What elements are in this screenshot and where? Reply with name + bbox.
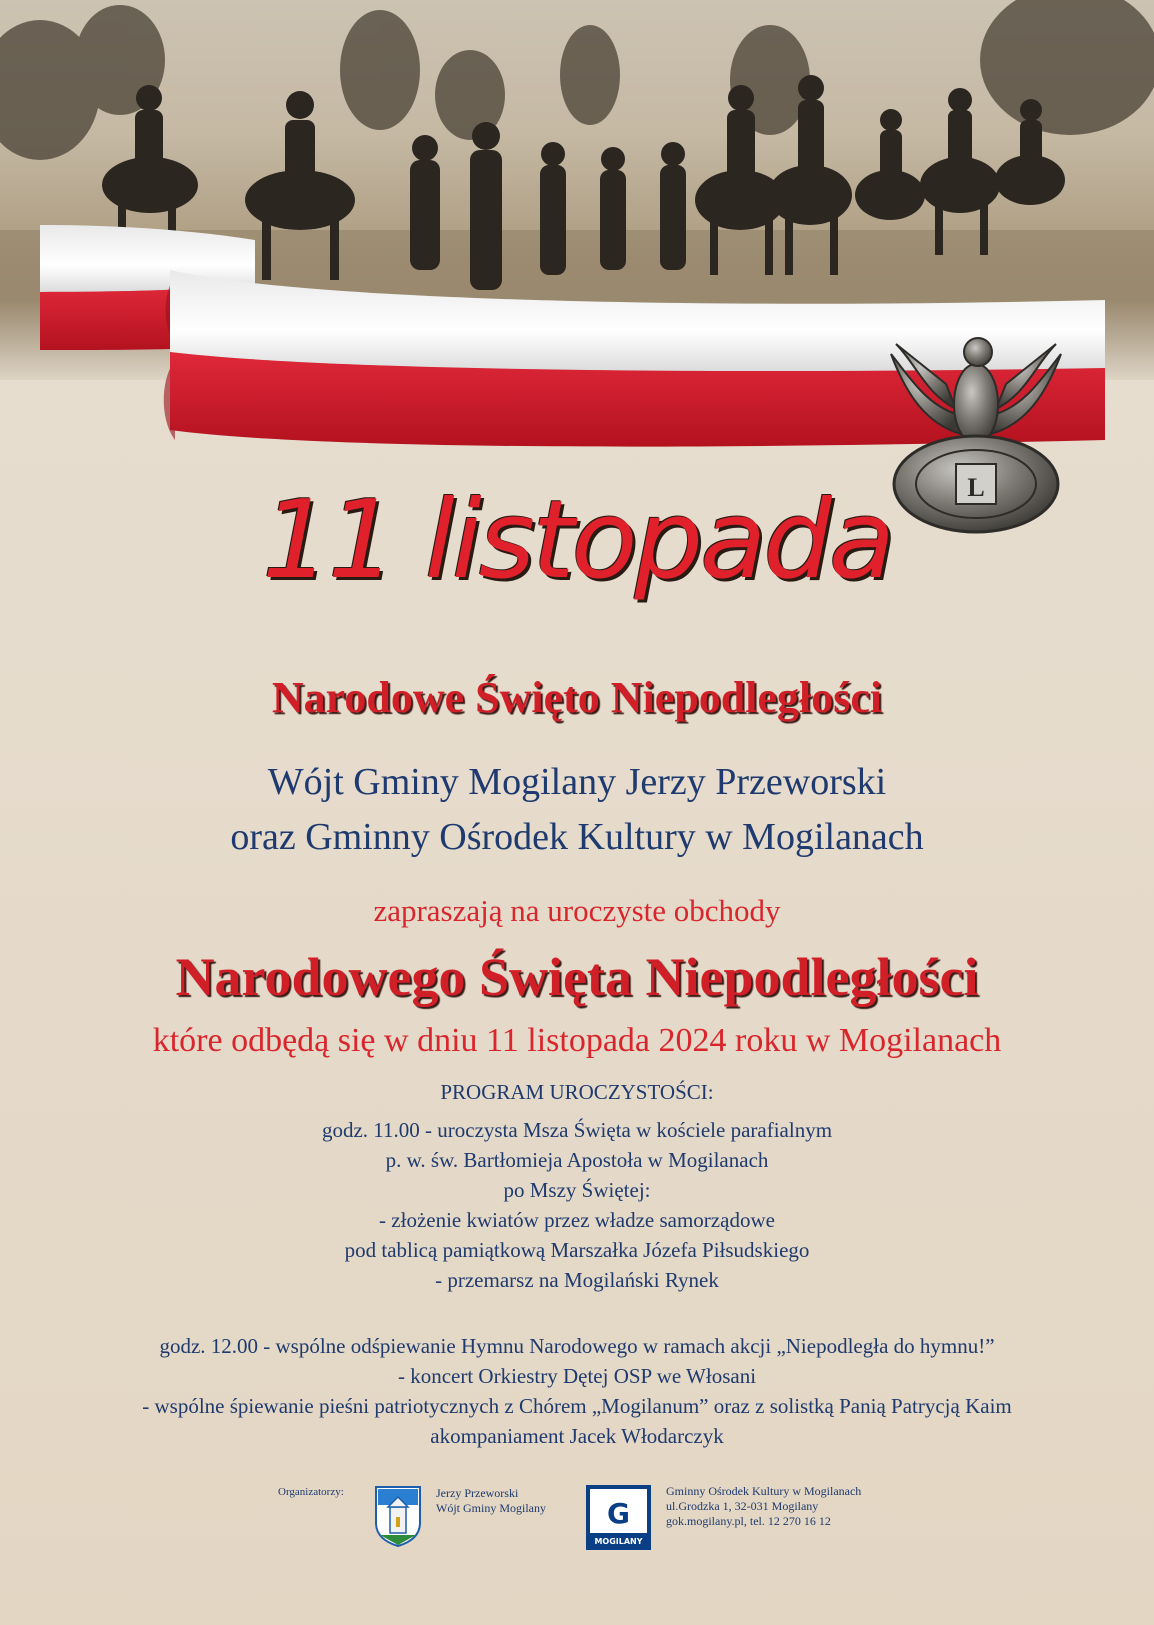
gok-logo-text: MOGILANY (594, 1537, 643, 1546)
organizer-2-address: ul.Grodzka 1, 32-031 Mogilany (666, 1499, 819, 1513)
organizer-1-block (436, 1486, 546, 1516)
host-line-1: Wójt Gminy Mogilany Jerzy Przeworski (267, 761, 887, 803)
emblem-letter: L (967, 473, 985, 502)
event-date-line: które odbędą się w dniu 11 listopada 2024 roku w Mogilanach (152, 1022, 1002, 1059)
gok-logo (586, 1485, 651, 1550)
program-line: akompaniament Jacek Włodarczyk (430, 1424, 724, 1448)
program-line: godz. 12.00 - wspólne odśpiewanie Hymnu Narodowego w ramach akcji „Niepodległa do hymnu!” (159, 1334, 995, 1358)
program-line: - koncert Orkiestry Dętej OSP we Włosani (397, 1364, 757, 1388)
event-name: Narodowego Święta Niepodległości (175, 947, 979, 1007)
host-line-2: oraz Gminny Ośrodek Kultury w Mogilanach (230, 816, 924, 858)
program-line: p. w. św. Bartłomieja Apostoła w Mogilanach (385, 1148, 769, 1172)
organizer-1-name: Jerzy Przeworski (436, 1486, 519, 1500)
program-line: - wspólne śpiewanie pieśni patriotycznych z Chórem „Mogilanum” oraz z solistką Panią Patrycją Kaim (142, 1394, 1012, 1418)
main-title: 11 listopada (262, 478, 892, 603)
mogilany-crest-icon (374, 1485, 422, 1547)
program-heading: PROGRAM UROCZYSTOŚCI: (440, 1080, 714, 1104)
subtitle: Narodowe Święto Niepodległości (271, 673, 883, 722)
organizer-2-name: Gminny Ośrodek Kultury w Mogilanach (666, 1484, 862, 1498)
program-line: po Mszy Świętej: (503, 1178, 651, 1202)
invitation-text: zapraszają na uroczyste obchody (373, 893, 781, 928)
organizers-label: Organizatorzy: (278, 1486, 344, 1498)
program-line: godz. 11.00 - uroczysta Msza Święta w kościele parafialnym (321, 1118, 833, 1142)
program-line: - złożenie kwiatów przez władze samorządowe (379, 1208, 775, 1232)
program-line: - przemarsz na Mogilański Rynek (435, 1268, 719, 1292)
program-line: pod tablicą pamiątkową Marszałka Józefa Piłsudskiego (344, 1238, 810, 1262)
svg-text:G: G (607, 1497, 630, 1530)
organizer-1-title: Wójt Gminy Mogilany (436, 1501, 546, 1515)
organizer-2-block (666, 1484, 861, 1529)
organizer-2-contact: gok.mogilany.pl, tel. 12 270 16 12 (666, 1514, 831, 1528)
